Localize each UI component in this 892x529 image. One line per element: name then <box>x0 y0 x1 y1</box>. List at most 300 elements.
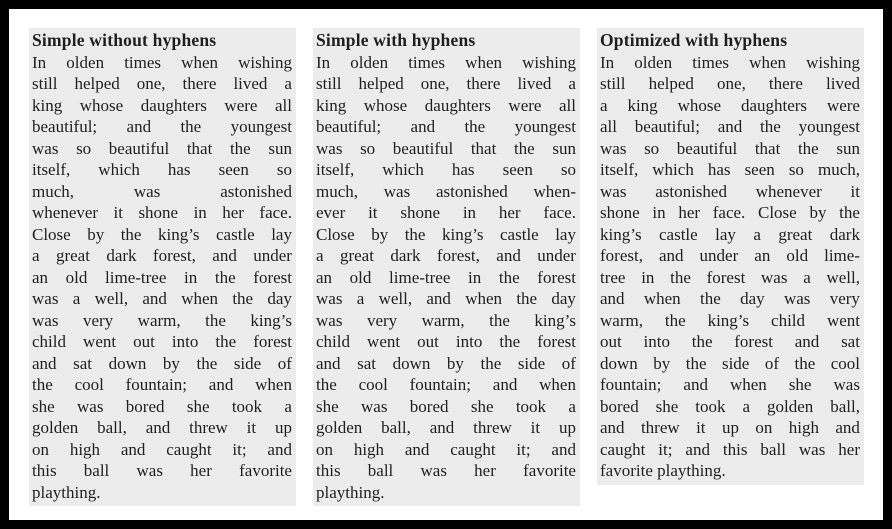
text-line: favorite plaything. <box>600 461 726 480</box>
word: it <box>246 418 257 437</box>
word: king’s <box>250 310 292 330</box>
word: and <box>145 418 171 437</box>
word: wishing <box>522 52 576 72</box>
word: of <box>277 353 292 373</box>
word: beautiful; <box>634 117 700 136</box>
word: times <box>408 52 446 72</box>
word: caught <box>166 439 212 459</box>
word: this <box>32 461 57 480</box>
word: seen <box>218 160 249 179</box>
text-line: plaything. <box>316 482 385 502</box>
word: was <box>798 439 826 459</box>
word: the <box>480 353 502 373</box>
word: child <box>771 310 806 330</box>
word: sat <box>841 332 860 351</box>
text-line <box>32 224 292 246</box>
text-line <box>32 353 292 375</box>
word: her <box>838 439 860 459</box>
word: Close <box>758 203 797 222</box>
word: side <box>517 353 546 373</box>
word: was <box>783 289 811 308</box>
word: golden <box>766 396 814 416</box>
word: and <box>600 418 625 437</box>
word: so <box>76 138 92 158</box>
word: helped <box>648 74 694 93</box>
word: when- <box>533 181 576 201</box>
word: cool <box>358 375 388 394</box>
word: itself, <box>600 160 639 179</box>
word: whose <box>677 95 722 115</box>
word: golden <box>32 418 79 437</box>
word: olden <box>634 52 673 72</box>
word: forest <box>734 332 773 351</box>
word: has <box>707 160 731 179</box>
word: on <box>316 439 333 459</box>
text-line <box>600 288 860 310</box>
word: wishing <box>238 52 292 72</box>
columns-row <box>29 28 865 506</box>
word: the <box>120 224 142 244</box>
text-line <box>600 159 860 181</box>
word: warm, <box>600 310 643 330</box>
word: the <box>205 310 226 330</box>
word: the <box>215 332 237 351</box>
word: was <box>77 396 104 416</box>
text-line <box>32 159 292 181</box>
word: under <box>253 246 292 265</box>
word: helped <box>358 74 404 93</box>
text-line <box>32 288 292 310</box>
word: was <box>600 138 627 158</box>
word: in <box>184 267 198 287</box>
word: an <box>754 246 771 265</box>
word: ball, <box>97 418 127 437</box>
word: old <box>786 246 809 265</box>
word: went <box>826 310 860 330</box>
word: she <box>470 396 494 416</box>
word: warm, <box>421 310 465 330</box>
text-line <box>600 181 860 203</box>
column-heading: Simple without hyphens <box>32 30 217 50</box>
word: and <box>426 289 451 308</box>
word: lived <box>233 74 268 93</box>
text-line <box>316 73 576 95</box>
word: warm, <box>137 310 181 330</box>
word: In <box>600 52 615 72</box>
word: the <box>670 267 691 287</box>
word: beautiful <box>676 138 738 158</box>
column-text <box>316 52 576 504</box>
word: times <box>124 52 162 72</box>
word: by <box>653 353 671 373</box>
text-line <box>32 202 292 224</box>
word: up <box>721 418 739 437</box>
text-line <box>600 267 860 289</box>
word: was <box>420 461 447 480</box>
word: the <box>516 289 538 308</box>
word: the <box>760 117 781 136</box>
word: a <box>284 396 292 416</box>
word: was <box>133 181 161 201</box>
word: under <box>699 246 739 265</box>
column-heading: Optimized with hyphens <box>600 30 788 50</box>
word: when <box>729 375 767 394</box>
text-line <box>316 439 576 461</box>
word: sun <box>268 138 292 158</box>
word: a <box>600 95 608 115</box>
text-line <box>316 224 576 246</box>
word: a <box>356 289 365 308</box>
word: dark <box>390 246 421 265</box>
word: forest <box>537 332 576 351</box>
word: face. <box>259 203 292 222</box>
word: which <box>98 160 140 179</box>
text-line <box>600 439 860 461</box>
word: by <box>371 224 389 244</box>
word: cool <box>830 353 860 373</box>
word: lay <box>271 224 292 244</box>
text-line <box>316 417 576 439</box>
word: so <box>560 160 576 179</box>
text-line <box>316 95 576 117</box>
word: lived <box>826 74 860 93</box>
word: olden <box>66 52 105 72</box>
word: seen <box>744 160 775 179</box>
word: the <box>664 310 686 330</box>
word: seen <box>502 160 533 179</box>
word: went <box>83 332 117 351</box>
word: whose <box>363 95 408 115</box>
word: and <box>212 246 237 265</box>
text-line <box>316 202 576 224</box>
word: a <box>742 396 751 416</box>
word: shone <box>138 203 179 222</box>
word: sat <box>73 353 92 373</box>
word: whose <box>79 95 124 115</box>
word: and <box>683 375 708 394</box>
word: and <box>685 439 710 459</box>
word: favorite <box>239 461 292 480</box>
word: all <box>600 117 617 136</box>
word: out <box>600 332 622 351</box>
word: In <box>32 52 47 72</box>
word: times <box>692 52 730 72</box>
word: king <box>627 95 658 115</box>
word: the <box>797 138 819 158</box>
word: a <box>72 289 81 308</box>
word: and <box>120 439 146 459</box>
word: a <box>753 224 761 244</box>
word: the <box>700 289 721 308</box>
word: when <box>465 52 502 72</box>
word: a <box>568 74 576 93</box>
word: bored <box>409 396 449 416</box>
word: and <box>32 353 57 373</box>
word: the <box>180 117 202 136</box>
word: out <box>417 332 439 351</box>
text-line <box>600 396 860 418</box>
word: and <box>316 353 341 373</box>
word: so <box>644 138 660 158</box>
word: in <box>462 203 477 222</box>
word: itself, <box>316 160 355 179</box>
word: and <box>142 289 167 308</box>
word: a <box>803 267 811 287</box>
word: high <box>353 439 385 459</box>
word: under <box>537 246 576 265</box>
word: sun <box>552 138 576 158</box>
word: dark <box>829 224 860 244</box>
text-line: plaything. <box>32 482 101 502</box>
word: high <box>788 418 819 437</box>
text-line <box>32 95 292 117</box>
word: the <box>691 332 713 351</box>
word: very <box>82 310 114 330</box>
word: down <box>392 353 431 373</box>
text-line <box>316 52 576 74</box>
word: up <box>558 418 576 437</box>
word: her <box>190 461 212 480</box>
word: much, <box>817 160 860 179</box>
word: day <box>267 289 292 308</box>
text-line <box>600 202 860 224</box>
text-line <box>32 396 292 418</box>
word: the <box>499 332 521 351</box>
word: still <box>316 74 342 93</box>
word: ball, <box>830 396 860 416</box>
word: there <box>768 74 803 93</box>
word: she <box>32 396 55 416</box>
text-line <box>32 52 292 74</box>
word: took <box>695 396 726 416</box>
word: youngest <box>514 117 576 136</box>
word: and <box>267 439 292 459</box>
word: great <box>339 246 374 265</box>
word: was <box>316 138 343 158</box>
word: great <box>778 224 813 244</box>
word: ball <box>760 439 786 459</box>
word: which <box>382 160 424 179</box>
word: old <box>349 267 372 287</box>
text-line <box>600 224 860 246</box>
word: the <box>685 353 707 373</box>
word: wishing <box>806 52 860 72</box>
word: king’s <box>157 224 200 244</box>
word: so <box>788 160 804 179</box>
word: still <box>32 74 58 93</box>
word: and <box>658 246 684 265</box>
word: and <box>208 375 234 394</box>
word: child <box>32 332 66 351</box>
word: helped <box>74 74 120 93</box>
word: cool <box>74 375 104 394</box>
word: king <box>32 95 63 115</box>
word: out <box>133 332 155 351</box>
word: forest <box>537 267 576 287</box>
word: king’s <box>441 224 484 244</box>
text-line <box>32 116 292 138</box>
text-line <box>600 116 860 138</box>
word: it <box>850 181 860 201</box>
word: the <box>498 267 520 287</box>
text-line <box>316 159 576 181</box>
word: daughters <box>740 95 808 115</box>
word: the <box>489 310 510 330</box>
word: was <box>136 461 163 480</box>
word: astonished <box>655 181 727 201</box>
word: one, <box>136 74 166 93</box>
word: youngest <box>798 117 860 136</box>
word: forest <box>253 332 292 351</box>
word: lay <box>715 224 736 244</box>
word: beautiful <box>108 138 170 158</box>
word: that <box>754 138 781 158</box>
word: golden <box>316 418 363 437</box>
word: threw <box>189 418 228 437</box>
word: when <box>643 289 681 308</box>
word: itself, <box>32 160 71 179</box>
word: which <box>652 160 694 179</box>
text-line <box>316 353 576 375</box>
word: ball <box>367 461 394 480</box>
word: so <box>360 138 376 158</box>
word: fountain; <box>409 375 472 394</box>
word: caught <box>450 439 496 459</box>
text-line <box>600 245 860 267</box>
word: very <box>366 310 398 330</box>
word: of <box>764 353 779 373</box>
word: when <box>749 52 786 72</box>
word: very <box>829 289 860 308</box>
text-line <box>32 460 292 482</box>
word: lime- <box>824 246 860 265</box>
text-line <box>32 417 292 439</box>
word: and <box>404 439 430 459</box>
word: old <box>65 267 88 287</box>
word: lay <box>555 224 576 244</box>
word: great <box>55 246 90 265</box>
word: favorite <box>523 461 576 480</box>
word: a <box>316 246 324 265</box>
word: on <box>32 439 49 459</box>
word: dark <box>106 246 137 265</box>
word: was <box>316 289 343 308</box>
word: in <box>193 203 207 222</box>
text-line <box>316 138 576 160</box>
text-line <box>32 181 292 203</box>
word: it <box>696 418 706 437</box>
word: bored <box>125 396 165 416</box>
word: forest, <box>152 246 196 265</box>
word: her <box>474 461 496 480</box>
word: on <box>755 418 773 437</box>
word: when <box>255 375 292 394</box>
word: by <box>87 224 105 244</box>
word: has <box>167 160 191 179</box>
word: well, <box>94 289 129 308</box>
word: in <box>652 203 666 222</box>
word: high <box>69 439 101 459</box>
word: the <box>196 353 218 373</box>
column-heading: Simple with hyphens <box>316 30 476 50</box>
word: a <box>32 246 40 265</box>
word: king’s <box>707 310 750 330</box>
word: forest, <box>600 246 643 265</box>
word: ball, <box>381 418 411 437</box>
word: well, <box>826 267 860 287</box>
text-line <box>316 181 576 203</box>
word: were <box>508 95 542 115</box>
word: she <box>788 375 812 394</box>
word: it <box>368 203 378 222</box>
text-line <box>316 396 576 418</box>
word: lime-tree <box>389 267 451 287</box>
word: when <box>181 52 218 72</box>
text-line <box>32 374 292 396</box>
word: were <box>826 95 860 115</box>
word: was <box>761 267 788 287</box>
word: it <box>113 203 123 222</box>
word: and <box>717 117 743 136</box>
word: by <box>809 203 827 222</box>
word: forest <box>706 267 746 287</box>
word: there <box>466 74 501 93</box>
word: face. <box>543 203 576 222</box>
word: daughters <box>424 95 491 115</box>
column-text <box>600 52 860 482</box>
word: down <box>600 353 638 373</box>
word: of <box>561 353 576 373</box>
word: a <box>284 74 292 93</box>
word: forest <box>253 267 292 287</box>
word: threw <box>640 418 680 437</box>
word: side <box>233 353 262 373</box>
column-simple-with-hyphens <box>313 28 580 506</box>
word: was <box>833 375 860 394</box>
word: shone <box>400 203 441 222</box>
text-line <box>600 374 860 396</box>
text-line <box>316 331 576 353</box>
word: castle <box>500 224 539 244</box>
word: was <box>600 181 627 201</box>
text-line <box>600 353 860 375</box>
text-line <box>600 310 860 332</box>
word: took <box>515 396 547 416</box>
word: forest, <box>436 246 480 265</box>
word: and <box>551 439 576 459</box>
word: one, <box>420 74 450 93</box>
word: her <box>678 203 701 222</box>
word: she <box>186 396 210 416</box>
word: the <box>404 224 426 244</box>
word: into <box>455 332 483 351</box>
word: child <box>316 332 350 351</box>
word: day <box>551 289 576 308</box>
word: and <box>794 332 820 351</box>
word: tree <box>600 267 626 287</box>
word: was <box>316 310 343 330</box>
word: her <box>498 203 521 222</box>
word: the <box>513 138 535 158</box>
word: ever <box>316 203 346 222</box>
word: still <box>600 74 626 93</box>
text-line <box>600 73 860 95</box>
word: astonished <box>220 181 292 201</box>
word: In <box>316 52 331 72</box>
word: into <box>643 332 670 351</box>
text-line <box>32 245 292 267</box>
word: it; <box>232 439 247 459</box>
